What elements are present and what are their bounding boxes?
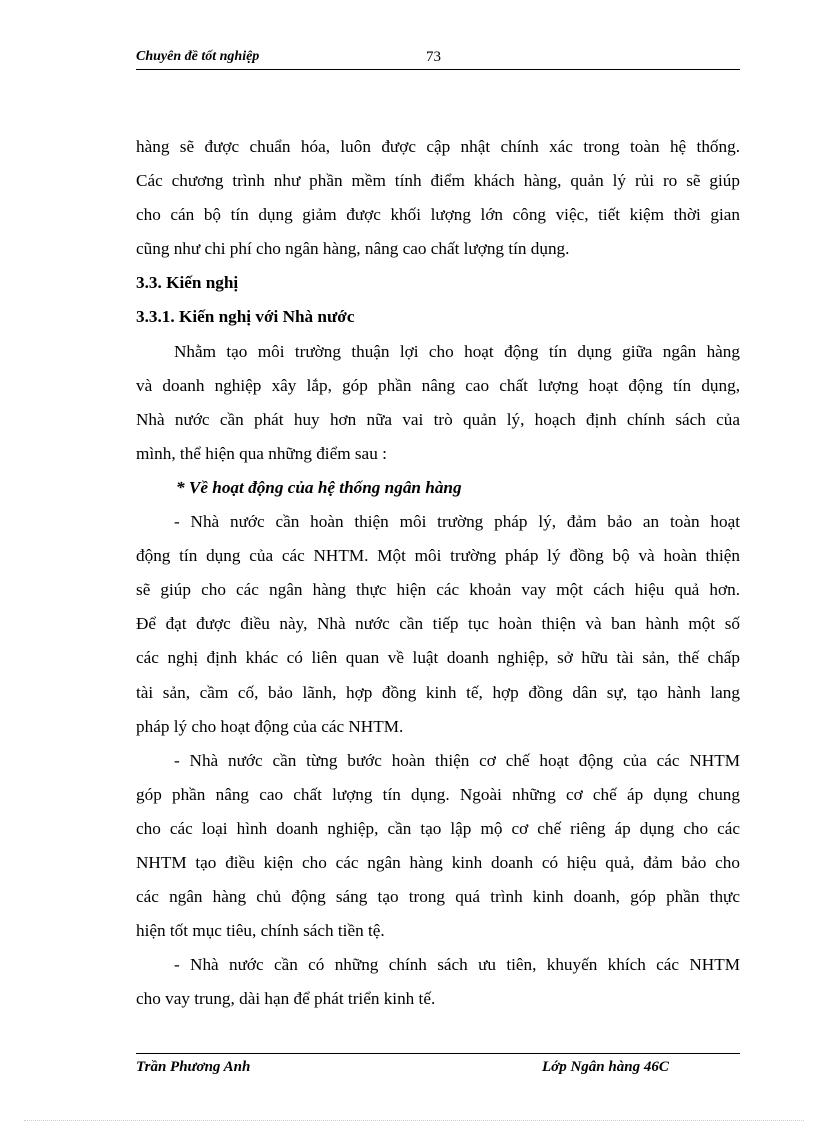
text-line: - Nhà nước cần từng bước hoàn thiện cơ chế hoạt động của các NHTM	[174, 750, 740, 770]
text-line: - Nhà nước cần hoàn thiện môi trường pháp lý, đảm bảo an toàn hoạt	[174, 512, 740, 532]
text-line: các nghị định khác có liên quan về luật doanh nghiệp, sở hữu tài sản, thế chấp	[136, 648, 740, 668]
text-line: các ngân hàng chủ động sáng tạo trong quá trình kinh doanh, góp phần thực	[136, 887, 740, 907]
text-line: động tín dụng của các NHTM. Một môi trường pháp lý đồng bộ và hoàn thiện	[136, 546, 740, 566]
text-line: hàng sẽ được chuẩn hóa, luôn được cập nhật chính xác trong toàn hệ thống.	[136, 137, 740, 156]
text-line: mình, thể hiện qua những điểm sau :	[136, 443, 387, 463]
page-number: 73	[426, 49, 441, 65]
text-line: tài sản, cầm cố, bảo lãnh, hợp đồng kinh tế, hợp đồng dân sự, tạo hành lang	[136, 682, 740, 702]
text-line: cho vay trung, dài hạn để phát triển kinh tế.	[136, 989, 436, 1009]
section-heading-3-3-1: 3.3.1. Kiến nghị với Nhà nước	[136, 307, 355, 327]
author-name: Trần Phương Anh	[136, 1059, 251, 1075]
text-line: pháp lý cho hoạt động của các NHTM.	[136, 716, 404, 736]
section-heading-3-3: 3.3. Kiến nghị	[136, 273, 239, 293]
paragraph-2	[136, 335, 740, 471]
text-line: Các chương trình như phần mềm tính điểm khách hàng, quản lý rủi ro sẽ giúp	[136, 171, 740, 191]
paragraph-5	[136, 948, 740, 1016]
page-body	[136, 130, 740, 1016]
paragraph-4	[136, 744, 740, 949]
text-line: NHTM tạo điều kiện cho các ngân hàng kinh doanh có hiệu quả, đảm bảo cho	[136, 852, 740, 872]
text-line: - Nhà nước cần có những chính sách ưu tiên, khuyến khích các NHTM	[174, 955, 740, 975]
document-title: Chuyên đề tốt nghiệp	[136, 49, 260, 64]
text-line: sẽ giúp cho các ngân hàng thực hiện các khoản vay một cách hiệu quả hơn.	[136, 580, 740, 600]
text-line: hiện tốt mục tiêu, chính sách tiền tệ.	[136, 921, 385, 941]
subheading-banking-system: * Về hoạt động của hệ thống ngân hàng	[176, 477, 462, 497]
page-header	[136, 49, 740, 70]
text-line: cũng như chi phí cho ngân hàng, nâng cao chất lượng tín dụng.	[136, 239, 570, 259]
paragraph-1	[136, 130, 740, 266]
text-line: Nhà nước cần phát huy hơn nữa vai trò quản lý, hoạch định chính sách của	[136, 409, 740, 429]
page-edge-divider	[24, 1120, 804, 1121]
page-footer	[136, 1053, 740, 1078]
text-line: Để đạt được điều này, Nhà nước cần tiếp tục hoàn thiện và ban hành một số	[136, 614, 740, 634]
class-name: Lớp Ngân hàng 46C	[542, 1059, 669, 1075]
text-line: và doanh nghiệp xây lắp, góp phần nâng cao chất lượng hoạt động tín dụng,	[136, 375, 740, 395]
text-line: Nhằm tạo môi trường thuận lợi cho hoạt động tín dụng giữa ngân hàng	[174, 341, 740, 361]
text-line: cho các loại hình doanh nghiệp, cần tạo lập mộ cơ chế riêng áp dụng cho các	[136, 818, 740, 838]
text-line: góp phần nâng cao chất lượng tín dụng. Ngoài những cơ chế áp dụng chung	[136, 784, 740, 804]
text-line: cho cán bộ tín dụng giảm được khối lượng lớn công việc, tiết kiệm thời gian	[136, 205, 740, 225]
paragraph-3	[136, 505, 740, 744]
